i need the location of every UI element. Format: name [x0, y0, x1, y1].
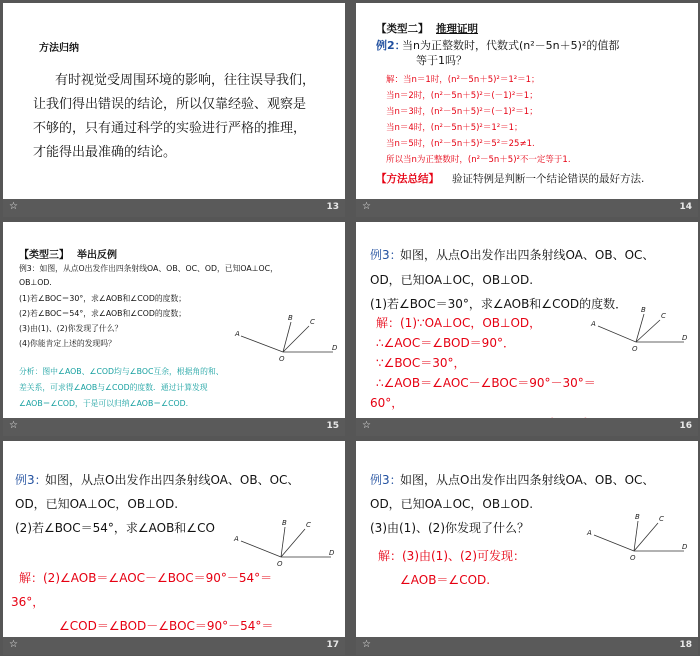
slide-number: 13 — [326, 202, 339, 212]
solution-line: 当n＝2时，(n²－5n＋5)²＝(－1)²＝1； — [386, 91, 538, 101]
problem-line: 如图，从点O出发作出四条射线OA、OB、OC、 — [400, 473, 655, 487]
figure-label-c: C — [306, 521, 311, 529]
star-icon[interactable]: ☆ — [9, 420, 18, 431]
figure-label-a: A — [235, 330, 240, 338]
solution-line: ∵∠BOC＝30°， — [376, 356, 466, 370]
figure-label-b: B — [641, 306, 646, 314]
solution-line: 当n＝4时，(n²－5n＋5)²＝1²＝1； — [386, 123, 523, 133]
figure-label-c: C — [659, 515, 664, 523]
slide-18[interactable] — [356, 441, 698, 655]
type-name: 举出反例 — [77, 250, 117, 261]
slide-17[interactable] — [3, 441, 345, 655]
slide-number: 18 — [679, 640, 692, 650]
example-label: 例3： — [370, 248, 402, 262]
slide-16[interactable] — [356, 222, 698, 436]
angle-figure — [591, 304, 696, 354]
solution-line: 解：(2)∠AOB＝∠AOC－∠BOC＝90°－54°＝ — [19, 571, 273, 585]
solution-line: 解：(1)∵OA⊥OC，OB⊥OD， — [376, 316, 542, 330]
type-label: 【类型二】 — [376, 23, 429, 35]
problem-line: OD，已知OA⊥OC，OB⊥OD. — [370, 497, 534, 511]
example-label: 例3： — [370, 473, 402, 487]
slide-footer — [3, 199, 345, 217]
slide-13[interactable] — [3, 3, 345, 217]
star-icon[interactable]: ☆ — [9, 201, 18, 212]
slide-footer — [356, 418, 698, 436]
angle-figure — [235, 312, 339, 363]
summary-label: 【方法总结】 — [376, 173, 439, 185]
problem-line: (1)若∠BOC＝30°，求∠AOB和∠COD的度数． — [370, 297, 628, 311]
solution-line: 解：(3)由(1)、(2)可发现： — [378, 549, 525, 563]
slide-footer — [356, 637, 698, 655]
problem-line: 如图，从点O出发作出四条射线OA、OB、OC、 — [45, 473, 300, 487]
figure-label-a: A — [591, 320, 596, 328]
star-icon[interactable]: ☆ — [9, 639, 18, 650]
slide-number: 16 — [679, 421, 692, 431]
angle-figure — [587, 511, 692, 562]
figure-label-o: O — [630, 554, 636, 562]
problem-line: OD，已知OA⊥OC，OB⊥OD. — [15, 497, 179, 511]
figure-label-b: B — [288, 314, 293, 322]
type-name: 推理证明 — [436, 23, 478, 35]
figure-label-d: D — [329, 549, 335, 557]
slide-footer — [356, 199, 698, 217]
example-label: 例2： — [376, 39, 406, 52]
figure-label-o: O — [279, 355, 285, 363]
paragraph-line: 让我们得出错误的结论，所以仅靠经验、观察是 — [33, 97, 307, 112]
solution-line: 所以当n为正整数时，(n²－5n＋5)²不一定等于1. — [386, 155, 571, 165]
solution-line: ∠AOB＝∠COD. — [400, 573, 491, 587]
solution-line: 当n＝5时，(n²－5n＋5)²＝5²＝25≠1. — [386, 139, 535, 149]
example-line: 当n为正整数时，代数式(n²－5n＋5)²的值都 — [402, 39, 620, 52]
analysis-line: 差关系，可求得∠AOB与∠COD的度数．通过计算发现 — [19, 383, 208, 392]
analysis-line: 分析：图中∠AOB、∠COD均与∠BOC互余，根据角的和、 — [19, 367, 224, 376]
paragraph-line: 不够的，只有通过科学的实验进行严格的推理， — [33, 121, 307, 136]
figure-label-d: D — [682, 334, 688, 342]
star-icon[interactable]: ☆ — [362, 420, 371, 431]
slide-number: 15 — [326, 421, 339, 431]
figure-label-c: C — [661, 312, 666, 320]
slide-footer — [3, 637, 345, 655]
problem-line: (3)由(1)、(2)你发现了什么？ — [370, 521, 529, 535]
figure-label-d: D — [682, 543, 688, 551]
figure-label-d: D — [332, 344, 338, 352]
problem-line: (3)由(1)、(2)你发现了什么？ — [19, 324, 123, 333]
figure-label-a: A — [234, 535, 239, 543]
slide-footer — [3, 418, 345, 436]
paragraph-line: 有时视觉受周围环境的影响，往往误导我们， — [55, 73, 316, 88]
summary-text: 验证特例是判断一个结论错误的最好方法. — [452, 173, 645, 185]
solution-line: 60°， — [370, 396, 404, 410]
problem-line: (1)若∠BOC＝30°，求∠AOB和∠COD的度数； — [19, 294, 187, 303]
analysis-line: ∠AOB＝∠COD，于是可以归纳∠AOB＝∠COD. — [19, 399, 189, 408]
problem-line: (2)若∠BOC＝54°，求∠AOB和∠COD的度数； — [19, 309, 187, 318]
angle-figure — [234, 517, 339, 568]
example-label: 例3： — [15, 473, 47, 487]
figure-label-o: O — [277, 560, 283, 568]
paragraph-line: 才能得出最准确的结论。 — [33, 145, 177, 160]
problem-line: (4)你能肯定上述的发现吗？ — [19, 339, 116, 348]
slide-heading: 方法归纳 — [39, 43, 79, 54]
solution-line: ∴∠AOB＝∠AOC－∠BOC＝90°－30°＝ — [376, 376, 596, 390]
slide-14[interactable] — [356, 3, 698, 217]
slide-15[interactable] — [3, 222, 345, 436]
solution-line: ∠COD＝∠BOD－∠BOC＝90°－54°＝ — [59, 619, 274, 633]
star-icon[interactable]: ☆ — [362, 639, 371, 650]
type-label: 【类型三】 — [19, 250, 69, 261]
figure-label-o: O — [632, 345, 638, 353]
figure-label-b: B — [282, 519, 287, 527]
solution-line: 当n＝3时，(n²－5n＋5)²＝(－1)²＝1； — [386, 107, 538, 117]
slide-number: 17 — [326, 640, 339, 650]
figure-label-c: C — [310, 318, 315, 326]
slide-number: 14 — [679, 202, 692, 212]
star-icon[interactable]: ☆ — [362, 201, 371, 212]
solution-line: ∴∠AOC＝∠BOD＝90°． — [376, 336, 515, 350]
problem-line: (2)若∠BOC＝54°，求∠AOB和∠CO — [15, 521, 215, 535]
figure-label-b: B — [635, 513, 640, 521]
problem-line: OB⊥OD. — [19, 278, 52, 287]
problem-line: 如图，从点O出发作出四条射线OA、OB、OC、 — [400, 248, 655, 262]
solution-line: 36°， — [11, 595, 45, 609]
example-line: 等于1吗？ — [416, 54, 467, 67]
problem-line: OD，已知OA⊥OC，OB⊥OD. — [370, 273, 534, 287]
solution-line: 解：当n＝1时，(n²－5n＋5)²＝1²＝1； — [386, 75, 540, 85]
figure-label-a: A — [587, 529, 592, 537]
problem-line: 例3：如图，从点O出发作出四条射线OA、OB、OC、OD，已知OA⊥OC， — [19, 264, 278, 273]
